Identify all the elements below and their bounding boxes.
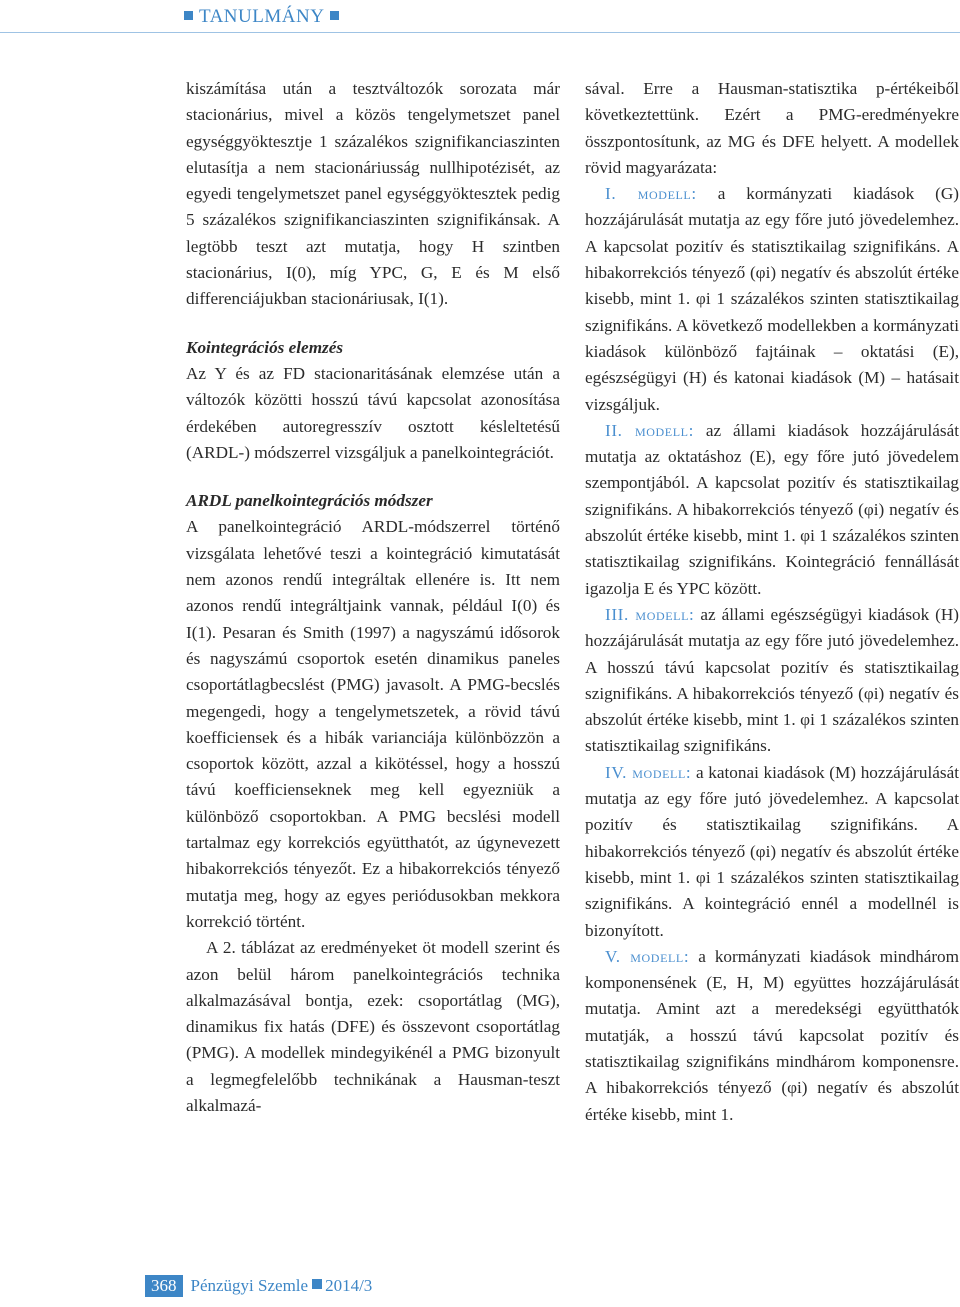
square-icon: [184, 11, 193, 20]
model-label: II. modell:: [605, 420, 694, 440]
journal-issue: 2014/3: [325, 1276, 373, 1295]
paragraph: sával. Erre a Hausman-statisztika p-értékeiből következtettünk. Ezért a PMG-eredményekre összpontosítunk, az MG és DFE helyett. A modellek rövid magyarázata:: [585, 79, 959, 177]
model-paragraph: [585, 602, 959, 760]
paragraph: kiszámítása után a tesztváltozók sorozata már stacionárius, mivel a közös tengelymetszet panel egységgyöktesztje 1 százalékos szignifikanciaszinten elutasítja a nem stacionáriusság nullhipotézisét, az egyedi tengelymetszet panel egységgyöktesztek pedig 5 százalékos szignifikanciaszinten szignifikánsak. A legtöbb teszt azt mutatja, hogy H szintben stacionárius, I(0), míg YPC, G, E és M első differenciájukban stacionáriusak, I(1).: [186, 79, 560, 309]
square-icon: [330, 11, 339, 20]
model-text: az állami egészségügyi kiadások (H) hozzájárulását mutatja az egy főre jutó jövedelemhez. A hosszú távú kapcsolat pozitív és statisztikailag szignifikáns. A hibakorrekciós tényező (φi) negatív és abszolút értéke kisebb, mint 1. φi 1 százalékos szinten statisztikailag szignifikáns.: [585, 604, 960, 756]
page-footer: [145, 1275, 372, 1299]
model-label: III. modell:: [605, 604, 695, 624]
square-icon: [312, 1279, 322, 1289]
model-paragraph: [585, 418, 959, 602]
section-label-text: TANULMÁNY: [199, 6, 325, 27]
model-text: a kormányzati kiadások (G) hozzájárulását mutatja az egy főre jutó jövedelemhez. A kapcsolat pozitív és statisztikailag szignifikáns. A hibakorrekciós tényező (φi) negatív és abszolút értéke kisebb, mint 1. φi 1 százalékos szinten statisztikailag szignifikáns. A következő modellekben a kormányzati kiadások különböző fajtáinak – oktatási (E), egészségügyi (H) és katonai kiadások (M) – hatásait vizsgáljuk.: [585, 184, 959, 414]
model-paragraph: [585, 760, 959, 944]
paragraph: Az Y és az FD stacionaritásának elemzése után a változók közötti hosszú távú kapcsolat azonosítása érdekében autoregresszív osztott késleltetésű (ARDL-) módszerrel vizsgáljuk a panelkointegrációt.: [186, 363, 560, 462]
page-number: 368: [145, 1275, 183, 1297]
section-heading: Kointegrációs elemzés: [186, 337, 344, 357]
paragraph: A panelkointegráció ARDL-módszerrel történő vizsgálata lehetővé teszi a kointegráció kimutatását nem azonos rendű integráltak ellenére is. Itt nem azonos rendű integráltjaink vannak, például I(0) és I(1). Pesaran és Smith (1997) a nagyszámú idősorok és nagyszámú csoportok esetén dinamikus paneles csoportátlagbecslést (PMG) javasolt. A PMG-becslés megengedi, hogy a tengelymetszetek, a rövid távú koefficiensek és a hibák varianciája különbözzön a csoportok között, azzal a kikötéssel, hogy a hosszú távú koefficienseknek meg kell egyezniük a különböző csoportokban. A PMG becslési modell tartalmaz egy korrekciós együtthatót, az úgynevezett hibakorrekciós tényezőt. Ez a hibakorrekciós tényező mutatja meg, hogy az egyes periódusokban mekkora korrekció történt.: [186, 517, 560, 931]
right-column: [585, 76, 959, 1128]
model-paragraph: [585, 944, 959, 1128]
section-label: [184, 6, 345, 28]
page-header: [0, 4, 960, 33]
model-label: IV. modell:: [605, 762, 692, 782]
paragraph: A 2. táblázat az eredményeket öt modell szerint és azon belül három panelkointegrációs technika alkalmazásával bontja, ezek: csoportátlag (MG), dinamikus fix hatás (DFE) és összevont csoportátlag (PMG). A modellek mindegyikénél a PMG bizonyult a legmegfelelőbb technikának a Hausman-teszt alkalmazá-: [186, 938, 560, 1115]
model-label: I. modell:: [605, 184, 697, 204]
model-text: az állami kiadások hozzájárulását mutatja az oktatáshoz (E), egy főre jutó jövedelem szempontjából. A kapcsolat pozitív és statisztikailag szignifikáns. A hibakorrekciós tényező (φi) negatív és abszolút értéke kisebb, mint 1. φi 1 százalékos szinten statisztikailag szignifikáns. Kointegráció fennállását igazolja E és YPC között.: [585, 420, 959, 598]
model-text: a kormányzati kiadások mindhárom komponensének (E, H, M) együttes hozzájárulását mutatja. Amint azt a meredekségi együtthatók mutatják, a hosszú távú kapcsolat pozitív és statisztikailag szignifikáns mindhárom komponensre. A hibakorrekciós tényező (φi) negatív és abszolút értéke kisebb, mint 1.: [585, 946, 960, 1124]
journal-name: Pénzügyi Szemle: [190, 1276, 309, 1295]
model-paragraph: [585, 181, 959, 418]
model-text: a katonai kiadások (M) hozzájárulását mutatja az egy főre jutó jövedelemhez. A kapcsolat pozitív és statisztikailag szignifikáns. A hibakorrekciós tényező (φi) negatív és abszolút értéke kisebb, mint 1. φi 1 százalékos szinten statisztikailag szignifikáns. A kointegráció ennél a modellnél is bizonyított.: [585, 762, 959, 940]
left-column: [186, 76, 560, 1119]
model-label: V. modell:: [605, 946, 690, 966]
section-heading: ARDL panelkointegrációs módszer: [186, 491, 433, 511]
